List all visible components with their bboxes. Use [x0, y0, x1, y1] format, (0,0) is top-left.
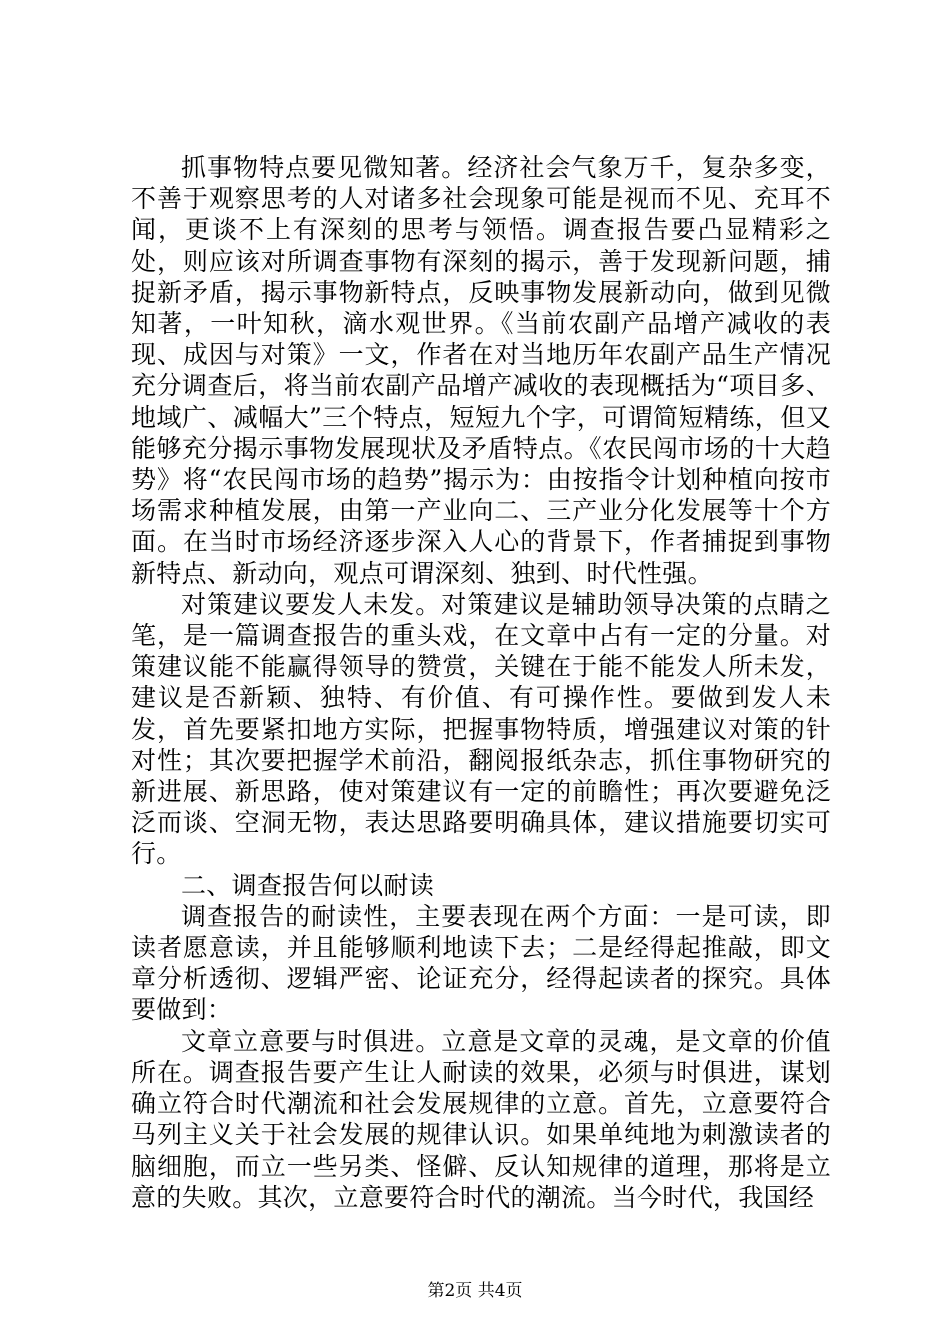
paragraph-suggestions: 对策建议要发人未发。对策建议是辅助领导决策的点睛之笔，是一篇调查报告的重头戏，在文章中占有一定的分量。对策建议能不能赢得领导的赞赏，关键在于能不能发人所未发，建议是否新颖、独特、有价值、有可操作性。要做到发人未发，首先要紧扣地方实际，把握事物特质，增强建议对策的针对性；其次要把握学术前沿，翻阅报纸杂志，抓住事物研究的新进展、新思路，使对策建议有一定的前瞻性；再次要避免泛泛而谈、空洞无物，表达思路要明确具体，建议措施要切实可行。: [131, 589, 831, 869]
document-body: [131, 152, 831, 1213]
page-number-footer: 第2页 共4页: [427, 1281, 523, 1301]
section-heading: 二、调查报告何以耐读: [181, 870, 435, 900]
paragraph-theme: 文章立意要与时俱进。立意是文章的灵魂，是文章的价值所在。调查报告要产生让人耐读的效果，必须与时俱进，谋划确立符合时代潮流和社会发展规律的立意。首先，立意要符合马列主义关于社会发展的规律认识。如果单纯地为刺激读者的脑细胞，而立一些另类、怪僻、反认知规律的道理，那将是立意的失败。其次，立意要符合时代的潮流。当今时代，我国经: [131, 1026, 831, 1212]
paragraph-insight: 抓事物特点要见微知著。经济社会气象万千，复杂多变，不善于观察思考的人对诸多社会现象可能是视而不见、充耳不闻，更谈不上有深刻的思考与领悟。调查报告要凸显精彩之处，则应该对所调查事物有深刻的揭示，善于发现新问题，捕捉新矛盾，揭示事物新特点，反映事物发展新动向，做到见微知著，一叶知秋，滴水观世界。《当前农副产品增产减收的表现、成因与对策》一文，作者在对当地历年农副产品生产情况充分调查后，将当前农副产品增产减收的表现概括为“项目多、地域广、减幅大”三个特点，短短九个字，可谓简短精练，但又能够充分揭示事物发展现状及矛盾特点。《农民闯市场的十大趋势》将“农民闯市场的趋势”揭示为：由按指令计划种植向按市场需求种植发展，由第一产业向二、三产业分化发展等十个方面。在当时市场经济逐步深入人心的背景下，作者捕捉到事物新特点、新动向，观点可谓深刻、独到、时代性强。: [131, 153, 831, 588]
paragraph-readability: 调查报告的耐读性，主要表现在两个方面：一是可读，即读者愿意读，并且能够顺利地读下去；二是经得起推敲，即文章分析透彻、逻辑严密、论证充分，经得起读者的探究。具体要做到：: [131, 901, 831, 1025]
